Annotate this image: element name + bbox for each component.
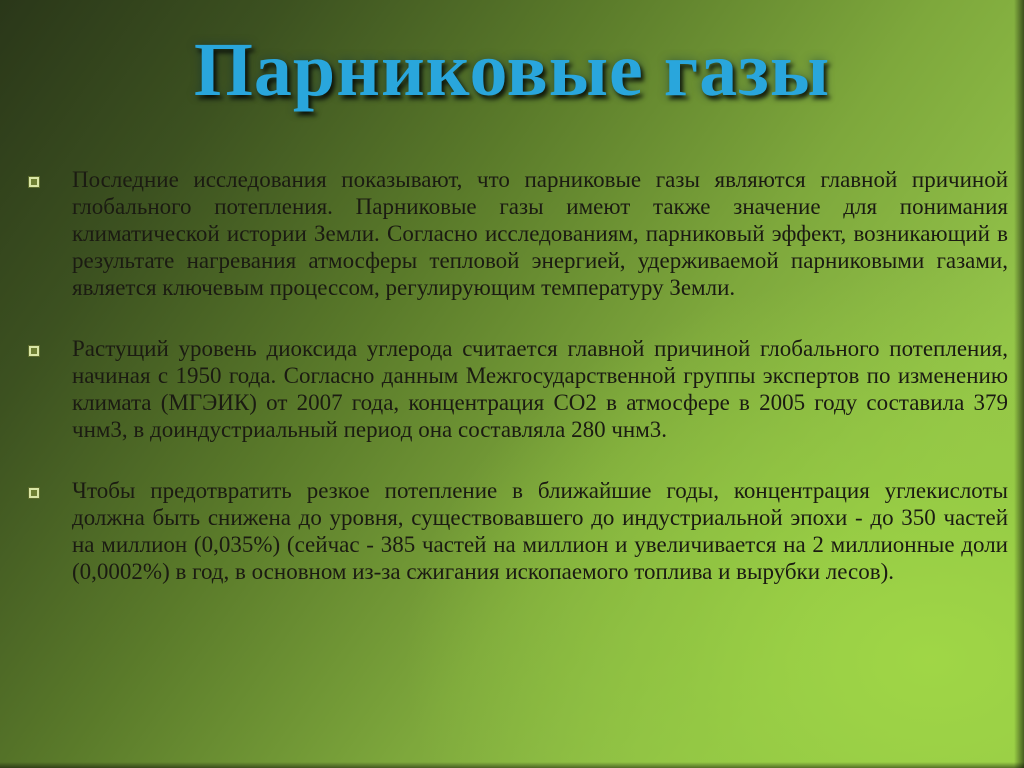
bullet-paragraph	[28, 335, 1008, 443]
paragraph-text: Последние исследования показывают, что парниковые газы являются главной причиной глобального потепления. Парниковые газы имеют также значение для понимания климатической истории Земли. Согласно исследованиям, парниковый эффект, возникающий в результате нагревания атмосферы тепловой энергией, удерживаемой парниковыми газами, является ключевым процессом, регулирующим температуру Земли.	[72, 167, 1008, 300]
bullet-paragraph	[28, 166, 1008, 301]
paragraph-text: Растущий уровень диоксида углерода считается главной причиной глобального потепления, начиная с 1950 года. Согласно данным Межгосударственной группы экспертов по изменению климата (МГЭИК) от 2007 года, концентрация СО2 в атмосфере в 2005 году составила 379 чнм3, в доиндустриальный период она составляла 280 чнм3.	[72, 336, 1008, 442]
square-bullet-icon	[28, 345, 40, 357]
slide-title: Парниковые газы	[193, 28, 831, 112]
bullet-paragraph	[28, 477, 1008, 585]
slide-content	[28, 166, 1008, 619]
square-bullet-icon	[28, 487, 40, 499]
slide-bottom-edge	[0, 762, 1024, 768]
paragraph-text: Чтобы предотвратить резкое потепление в ближайшие годы, концентрация углекислоты должна быть снижена до уровня, существовавшего до индустриальной эпохи - до 350 частей на миллион (0,035%) (сейчас - 385 частей на миллион и увеличивается на 2 миллионные доли (0,0002%) в год, в основном из-за сжигания ископаемого топлива и вырубки лесов).	[72, 478, 1008, 584]
square-bullet-icon	[28, 176, 40, 188]
